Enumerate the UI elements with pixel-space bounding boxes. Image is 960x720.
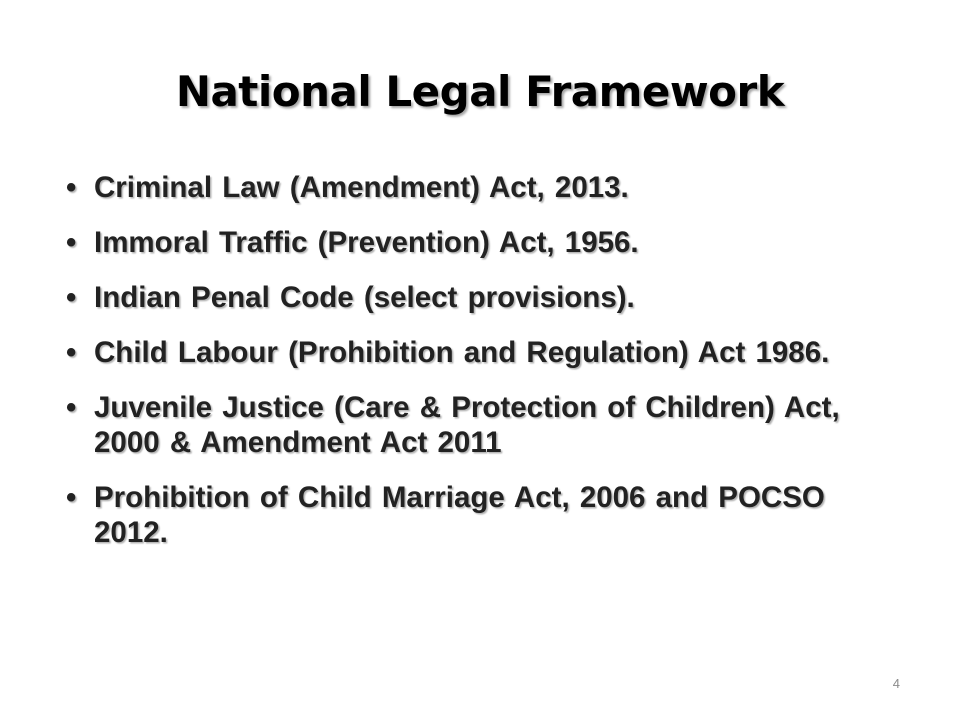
page-number: 4 bbox=[892, 676, 900, 691]
bullet-item bbox=[62, 335, 892, 370]
bullet-item bbox=[62, 390, 892, 460]
bullet-item bbox=[62, 480, 892, 550]
bullet-dot-icon: • bbox=[66, 226, 77, 259]
bullet-dot-icon: • bbox=[66, 481, 77, 514]
slide-title: National Legal Framework bbox=[175, 67, 785, 116]
bullet-text: Prohibition of Child Marriage Act, 2006 and POCSO 2012. bbox=[94, 481, 825, 549]
bullet-item bbox=[62, 280, 892, 315]
bullet-dot-icon: • bbox=[66, 171, 77, 204]
bullet-item bbox=[62, 170, 892, 205]
bullet-dot-icon: • bbox=[66, 336, 77, 369]
bullet-list bbox=[62, 170, 892, 570]
bullet-dot-icon: • bbox=[66, 281, 77, 314]
bullet-text: Immoral Traffic (Prevention) Act, 1956. bbox=[94, 226, 639, 259]
bullet-item bbox=[62, 225, 892, 260]
bullet-text: Criminal Law (Amendment) Act, 2013. bbox=[94, 171, 629, 204]
bullet-dot-icon: • bbox=[66, 391, 77, 424]
bullet-text: Juvenile Justice (Care & Protection of Children) Act, 2000 & Amendment Act 2011 bbox=[94, 391, 840, 459]
bullet-text: Indian Penal Code (select provisions). bbox=[94, 281, 635, 314]
bullet-text: Child Labour (Prohibition and Regulation) Act 1986. bbox=[94, 336, 830, 369]
